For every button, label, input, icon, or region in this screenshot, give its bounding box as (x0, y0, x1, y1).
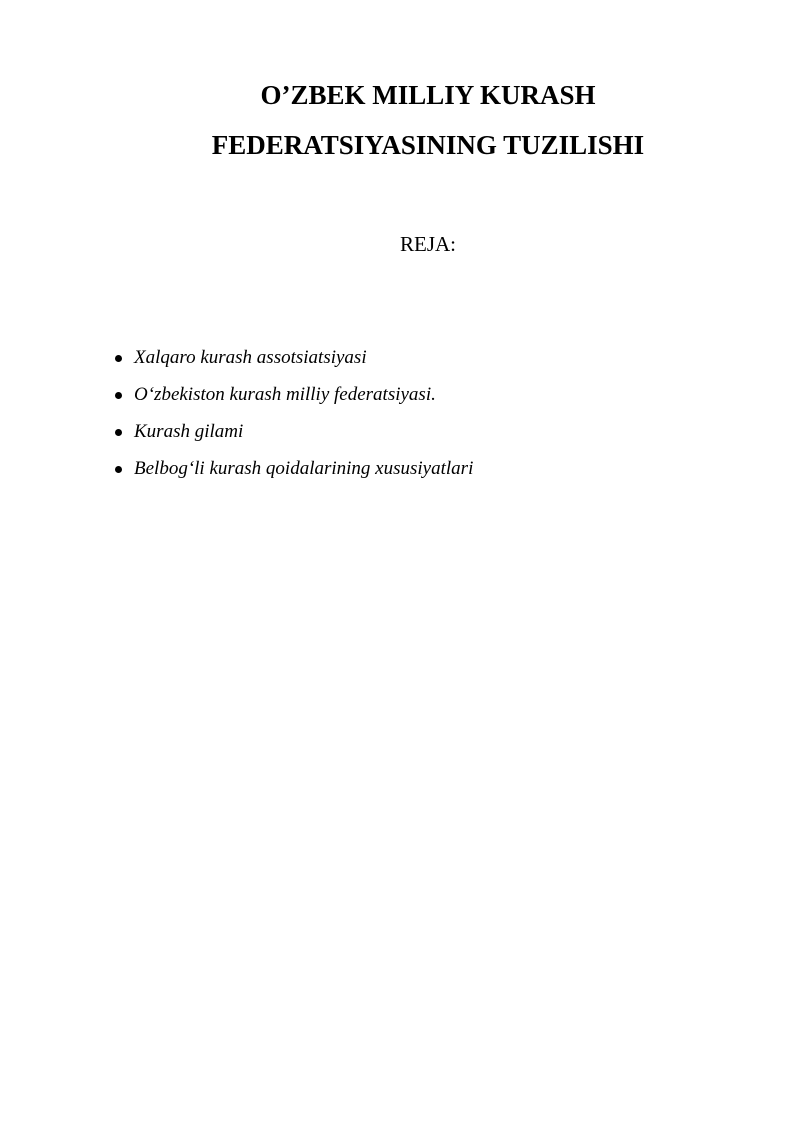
bullet-icon (115, 392, 122, 399)
plan-heading: REJA: (399, 232, 456, 256)
document-title-line-2: FEDERATSIYASINING TUZILISHI (211, 130, 645, 160)
bullet-icon (115, 466, 122, 473)
list-item-text: Kurash gilami (134, 421, 244, 442)
document-title-line-1: O’ZBEK MILLIY KURASH (260, 80, 596, 110)
bullet-icon (115, 429, 122, 436)
bullet-icon (115, 355, 122, 362)
list-item-text: Xalqaro kurash assotsiatsiyasi (134, 347, 367, 368)
list-item-text: Belbog‘li kurash qoidalarining xususiyatlari (134, 458, 474, 479)
list-item-text: O‘zbekiston kurash milliy federatsiyasi. (134, 384, 436, 405)
